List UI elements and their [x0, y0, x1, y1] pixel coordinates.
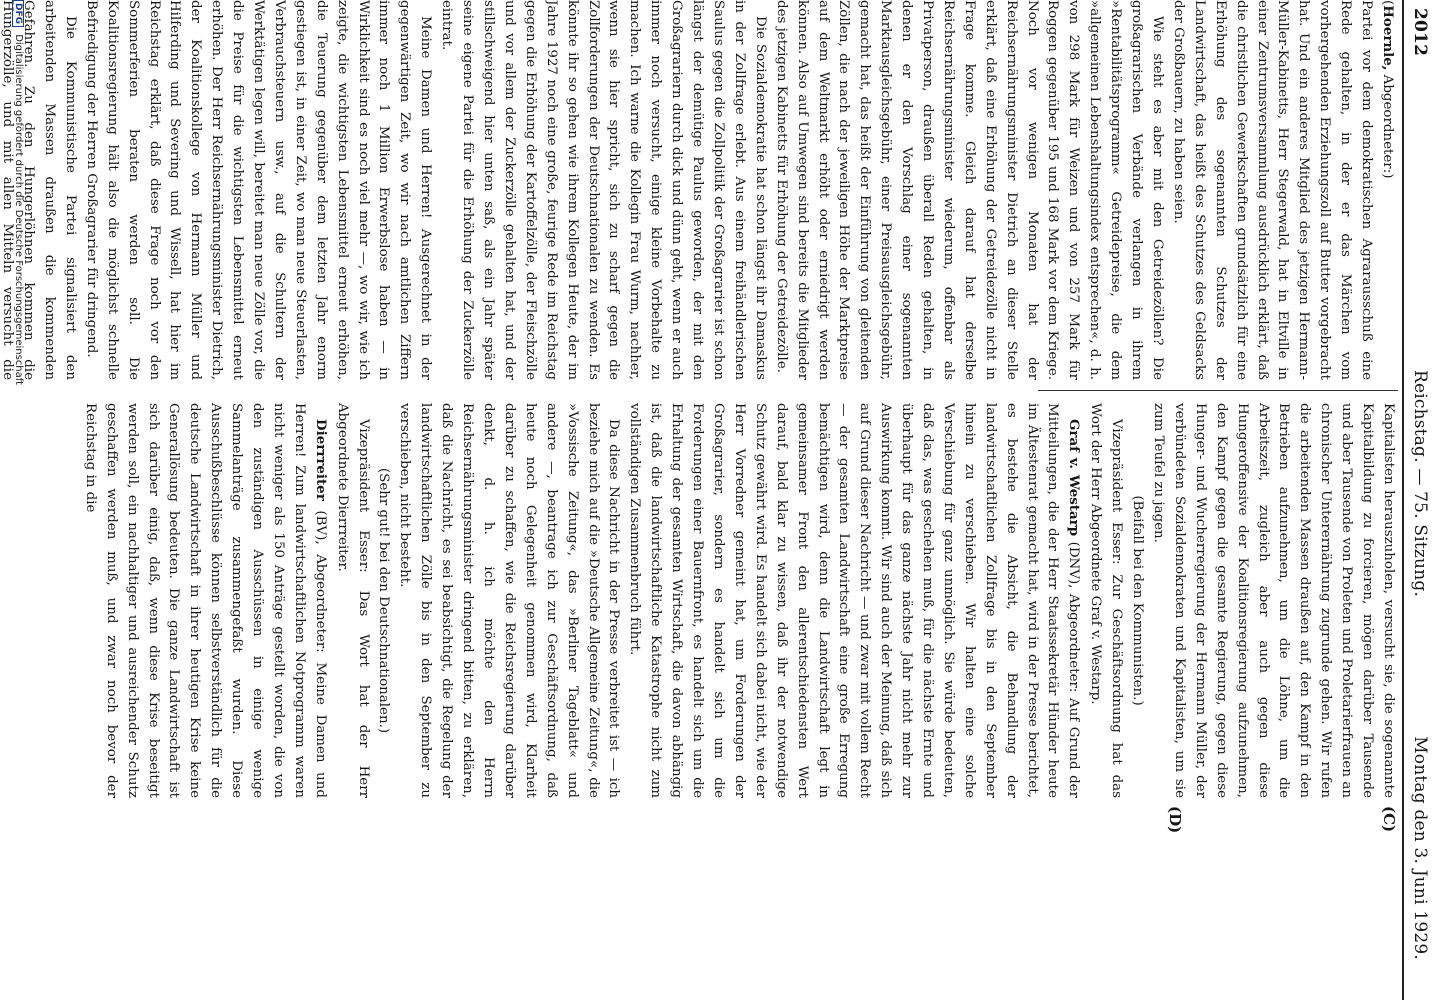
paragraph: Kapitalisten herauszuholen, versucht sie, die sogenannte Kapitalbildung zu forcieren, mögen darüber Tausende und aber Tausende von Proleten und Proletarierfrauen an chronischer Unterernährung zugrunde gehen. Wir rufen die arbeitenden Massen draußen auf, den Kampf in den Betrieben aufzunehmen, um die Löhne, um die Arbeitszeit, zugleich aber auch gegen diese Hungeroffensive der Koalitionsregierung aufzunehmen, den Kampf gegen die gesamte Regierung, gegen diese Hunger- und Wucherregierung der Hermann Müller, der verbündeten Sozialdemokraten und Kapitalisten, um sie zum Teufel zu jagen.: [1151, 403, 1396, 798]
footer-text: Digitalisierung gefördert durch die Deutsche Forschungsgemeinschaft: [13, 34, 24, 386]
speaker-role: Abgeordneter:: [1380, 74, 1395, 174]
header-rule: [1402, 0, 1404, 1000]
paragraph: Da diese Nachricht in der Presse verbreitet ist — ich beziehe mich auf die »Deutsche Allgemeine Zeitung«, die »Vossische Zeitung«, das »Berliner Tageblatt« und andere —, beantrage ich zur Geschäftsordnung, daß heute noch Gelegenheit genommen wird, Klarheit darüber zu schaffen, wie die Reichsregierung darüber denkt, d. h. ich möchte den Herrn Reichsernährungsminister dringend bitten, zu erklären, daß die Nachricht, es sei beabsichtigt, die Regelung der landwirtschaftlichen Zölle bis in den September zu verschieben, nicht besteht.: [397, 403, 622, 798]
paragraph-text: Auf Grund der Mitteilungen, die der Herr Staatssekretär Hünder heute im Ältestenrat gemacht hat, wird in der Presse berichtet, es bestehe die Absicht, die Behandlung der landwirtschaftlichen Zollfrage bis in den September hinein zu verschieben. Wir halten eine solche Verschiebung für ganz unmöglich. Sie würde bedeuten, daß das, was geschehen muß, für die nächste Ernte und überhaupt für das ganze nächste Jahr nicht mehr zur Auswirkung kommt. Wir sind auch der Meinung, daß sich auf Grund dieser Nachricht — und zwar mit vollem Recht — der gesamten Landwirtschaft eine große Erregung bemächtigen wird, denn die Landwirtschaft legt in gemeinsamer Front den allerentschiedensten Wert darauf, bald klar zu wissen, daß ihr der notwendige Schutz gewährt wird. Es handelt sich dabei nicht, wie der Herr Vorredner gemeint hat, um Forderungen der Großagrarier, sondern es handelt sich um die Forderungen einer Bauernfront, es handelt sich um die Erhaltung der gesamten Wirtschaft, die davon abhängig ist, daß die landwirtschaftliche Katastrophe nicht zum vollständigen Zusammenbruch führt.: [627, 403, 1082, 798]
left-column: [0, 0, 1398, 380]
speaker-role: (DNV), Abgeordneter:: [1066, 541, 1082, 693]
paragraph: [1084, 403, 1126, 798]
paragraph: Die Kommunistische Partei signalisiert den arbeitenden Massen draußen die kommenden Gefahren. Zu den Hungerlöhnen kommen die Hungerzölle, und mit allen Mitteln versucht die: [0, 0, 78, 380]
session-title: Reichstag. — 75. Sitzung.: [1410, 370, 1430, 598]
applause-note: (Sehr gut! bei den Deutschnationalen.): [376, 467, 392, 734]
paragraph: Partei vor dem demokratischen Agrarausschuß eine Rede gehalten, in der er das Märchen vom vorhergehenden Erziehungszoll auf Butter vorgebracht hat. Und ein anderes Mitglied des jetzigen Hermann-Müller-Kabinetts, Herr Stegerwald, hat in Eltville in einer Zentrumsversammlung ausdrücklich erklärt, daß die christlichen Gewerkschaften grundsätzlich für eine Erhöhung des sogenannten Schutzes der Landwirtschaft, das heißt des Schutzes des Geldsacks der Großbauern, zu haben seien.: [1170, 0, 1375, 380]
digitization-footer: [6, 0, 24, 1000]
paragraph: Meine Damen und Herren! Ausgerechnet in der gegenwärtigen Zeit, wo wir nach amtlichen Ziffern immer noch 1 Million Erwerbslose haben — in Wirklichkeit sind es noch viel mehr —, wo wir, wie ich zeigte, die wichtigsten Lebensmittel erneut erhöhen, die Teuerung gegenüber dem letzten Jahr enorm gestiegen ist, in einer Zeit, wo man neue Steuerlasten, Verbrauchsteuern usw., auf die Schultern der Werktätigen legen will, bereitet man neue Zölle vor, die die Preise für die wichtigsten Lebensmittel erneut erhöhen. Der Herr Reichsernährungsminister Dietrich, der Koalitionskollege von Hermann Müller und Hilferding und Severing und Wissell, hat hier im Reichstag erklärt, daß diese Frage noch vor den Sommerferien beraten werden soll. Die Koalitionsregierung hält also die möglichst schnelle Befriedigung der Herren Großagrarier für dringend.: [83, 0, 434, 380]
column-divider: [1038, 390, 1398, 391]
speaker-name: Vizepräsident Esser:: [1109, 419, 1125, 565]
applause-note: (Beifall bei den Kommunisten.): [1130, 495, 1146, 706]
paragraph-text: Das Wort hat der Herr Abgeordnete Dierrreiter.: [334, 403, 371, 799]
margin-marker-c: (C): [1380, 806, 1398, 833]
speaker-name: Vizepräsident Esser:: [355, 419, 371, 573]
paragraph: Wie steht es aber mit den Getreidezöllen? Die großagrarischen Verbände verlangen in ihrem »Rentabilitätsprogramm« Getreidepreise, die dem »allgemeinen Lebenshaltungsindex entsprechen«, d. h. von 298 Mark für Weizen und von 257 Mark für Roggen gegenüber 195 und 168 Mark vor dem Kriege. Noch vor wenigen Monaten hat der Reichsernährungsminister Dietrich an dieser Stelle erklärt, daß eine Erhöhung der Getreidezölle nicht in Frage komme. Gleich darauf hat derselbe Reichsernährungsminister wiederum, offenbar als Privatperson, draußen überall Reden gehalten, in denen er den Vorschlag einer sogenannten Marktausgleichsgebühr, einer Preisausgleichsgebühr, gemacht hat, das heißt der Einführung von gleitenden Zöllen, die nach der jeweiligen Höhe der Marktpreise auf dem Weltmarkt erhöht oder erniedrigt werden können. Also auf Umwegen sind bereits die Mitglieder des jetzigen Kabinetts für Erhöhung der Getreidezölle.: [773, 0, 1166, 380]
paragraph: [79, 403, 331, 798]
paragraph-text: Meine Damen und Herren! Zum landwirtschaftlichen Notprogramm waren nicht weniger als 150 Anträge gestellt worden, die von den zuständigen Ausschüssen in einige wenige Sammelanträge zusammengefaßt wurden. Diese Ausschußbeschlüsse können selbstverständlich für die deutsche Landwirtschaft in ihrer heutigen Krise keine Generallösung bedeuten. Die ganze Landwirtschaft ist sich darüber einig, daß, wenn diese Krise beseitigt werden soll, ein nachhaltiger und ausreichender Schutz geschaffen werden muß, und zwar noch bevor der Reichstag in die: [82, 403, 328, 799]
speaker-role: (BV), Abgeordneter:: [312, 510, 328, 653]
right-column: [79, 403, 1398, 798]
speaker-name: Hoernle,: [1380, 5, 1396, 71]
margin-marker-d: (D): [1166, 806, 1184, 834]
session-date: Montag den 3. Juni 1929.: [1410, 736, 1430, 960]
speaker-name: Graf v. Westarp: [1066, 419, 1083, 537]
running-header: [1406, 0, 1434, 1000]
paragraph: [331, 403, 373, 798]
speaker-name: Dierrreiter: [312, 419, 329, 501]
paragraph: Die Sozialdemokratie hat schon längst ihr Damaskus in der Zollfrage erlebt. Aus einem freihändlerischen Saulus gegen die Zollpolitik der Großagrarier ist schon längst der demütige Paulus geworden, der mit den Großagrariern durch dick und dünn geht, wenn er auch immer noch versucht, einige kleine Vorbehalte zu machen. Ich warne die Kollegin Frau Wurm, nachher, wenn sie hier spricht, sich zu scharf gegen die Zollforderungen der Deutschnationalen zu wenden. Es könnte ihr so gehen wie ihrem Kollegen Heute, der im Jahre 1927 noch eine große, feurige Rede im Reichstag gegen die Erhöhung der Kartoffelzölle, der Fleischzölle und vor allem der Zuckerzölle gehalten hat, und der stillschweigend hier unten saß, als ein Jahr später seine eigene Partei für die Erhöhung der Zuckerzölle eintrat.: [439, 0, 768, 380]
paragraph: (Hoernle, Abgeordneter:): [1380, 0, 1396, 179]
dfg-logo: DFG: [12, 0, 24, 27]
paragraph-text: Zur Geschäftsordnung hat das Wort der Herr Abgeordnete Graf v. Westarp.: [1088, 403, 1125, 798]
page-number: 2012: [1410, 8, 1430, 57]
paragraph: [623, 403, 1084, 798]
